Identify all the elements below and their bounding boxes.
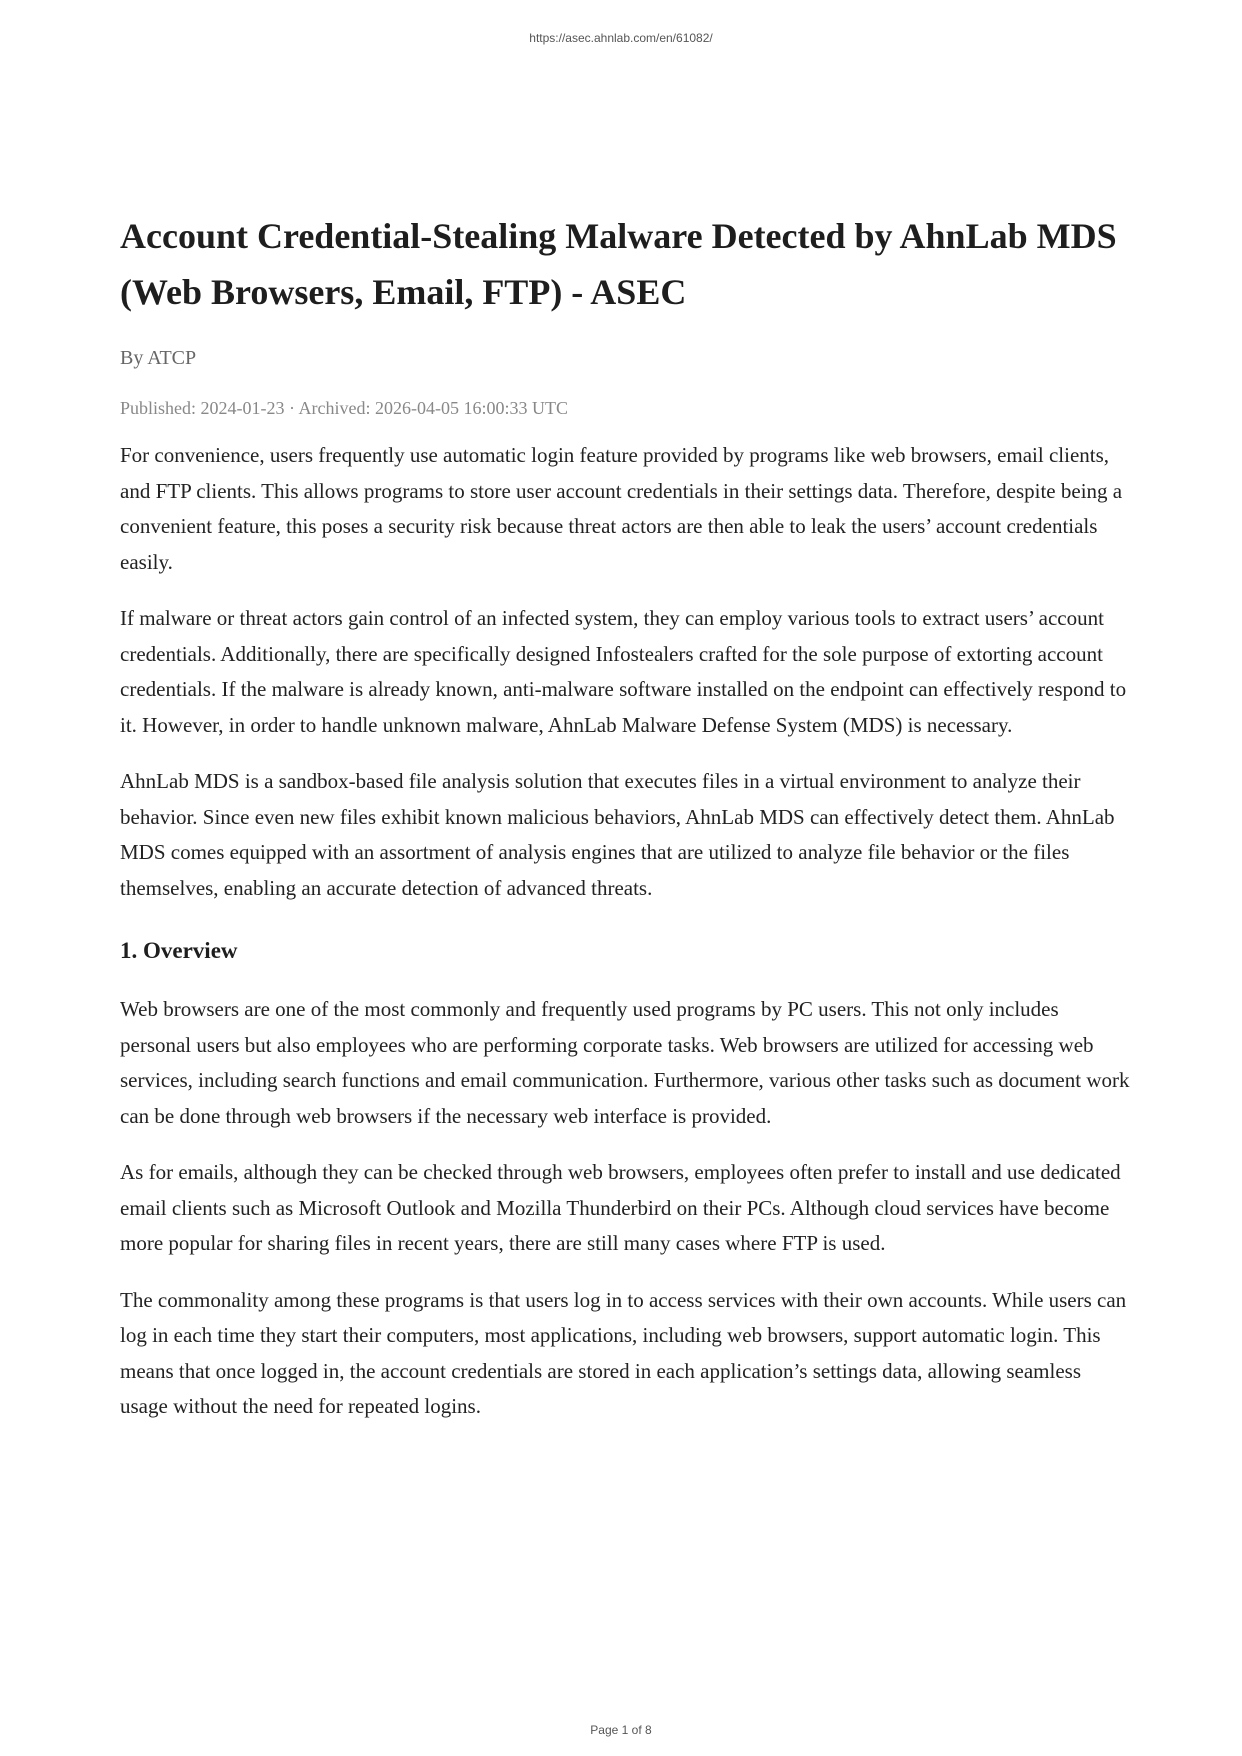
- section-heading: 1. Overview: [120, 938, 238, 963]
- body-paragraph: AhnLab MDS is a sandbox-based file analysis solution that executes files in a virtual environment to analyze their behavior. Since even new files exhibit known malicious behaviors, AhnLab MDS can effectively detect them. AhnLab MDS comes equipped with an assortment of analysis engines that are utilized to analyze file behavior or the files themselves, enabling an accurate detection of advanced threats.: [120, 769, 1115, 900]
- article-meta: Published: 2024-01-23 · Archived: 2026-04-05 16:00:33 UTC: [120, 398, 568, 418]
- page-url: https://asec.ahnlab.com/en/61082/: [529, 31, 713, 45]
- page-number: Page 1 of 8: [590, 1723, 652, 1737]
- article: [120, 208, 1132, 1446]
- body-paragraph: As for emails, although they can be checked through web browsers, employees often prefer to install and use dedicated email clients such as Microsoft Outlook and Mozilla Thunderbird on their PCs. Although cloud services have become more popular for sharing files in recent years, there are still many cases where FTP is used.: [120, 1160, 1121, 1255]
- article-title: Account Credential-Stealing Malware Detected by AhnLab MDS (Web Browsers, Email, FTP) - ASEC: [120, 216, 1117, 312]
- body-paragraph: If malware or threat actors gain control of an infected system, they can employ various tools to extract users’ account credentials. Additionally, there are specifically designed Infostealers crafted for the sole purpose of extorting account credentials. If the malware is already known, anti-malware software installed on the endpoint can effectively respond to it. However, in order to handle unknown malware, AhnLab Malware Defense System (MDS) is necessary.: [120, 606, 1127, 737]
- body-paragraph: For convenience, users frequently use automatic login feature provided by programs like web browsers, email clients, and FTP clients. This allows programs to store user account credentials in their settings data. Therefore, despite being a convenient feature, this poses a security risk because threat actors are then able to leak the users’ account credentials easily.: [120, 443, 1123, 574]
- article-byline: By ATCP: [120, 347, 197, 369]
- body-paragraph: Web browsers are one of the most commonly and frequently used programs by PC users. This not only includes personal users but also employees who are performing corporate tasks. Web browsers are utilized for accessing web services, including search functions and email communication. Furthermore, various other tasks such as document work can be done through web browsers if the necessary web interface is provided.: [120, 997, 1130, 1128]
- body-paragraph: The commonality among these programs is that users log in to access services with their own accounts. While users can log in each time they start their computers, most applications, including web browsers, support automatic login. This means that once logged in, the account credentials are stored in each application’s settings data, allowing seamless usage without the need for repeated logins.: [120, 1287, 1127, 1418]
